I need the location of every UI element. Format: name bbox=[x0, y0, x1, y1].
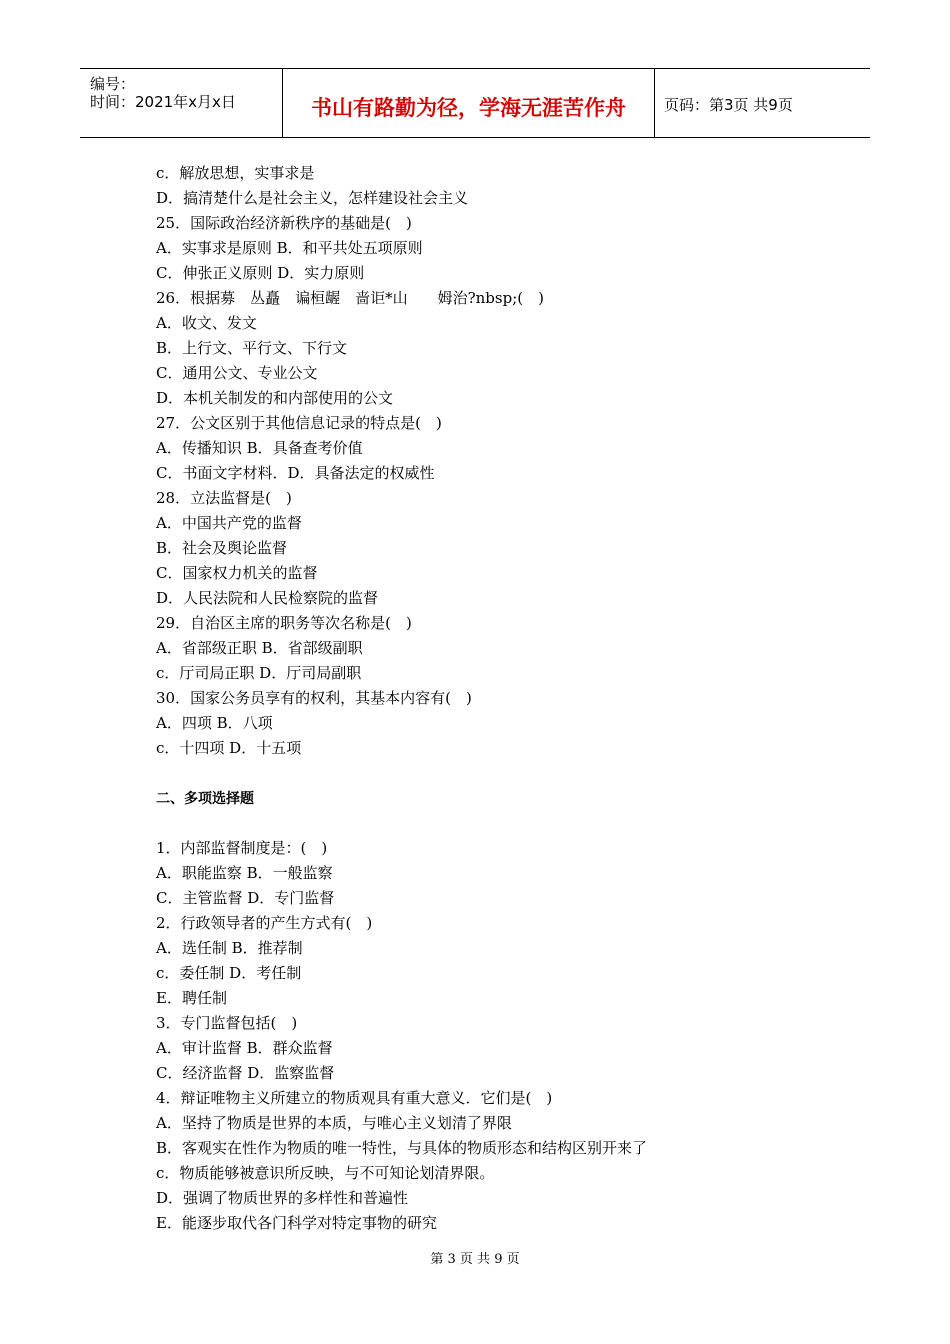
text-line: C．通用公文、专业公文 bbox=[156, 364, 318, 382]
text-line: 1．内部监督制度是：( ) bbox=[156, 839, 328, 857]
text-line: A．选任制 B．推荐制 bbox=[156, 939, 303, 957]
text-line: 2．行政领导者的产生方式有( ) bbox=[156, 914, 373, 932]
text-line: A．审计监督 B．群众监督 bbox=[156, 1039, 333, 1057]
text-line: 25．国际政治经济新秩序的基础是( ) bbox=[156, 214, 412, 232]
text-line: c．物质能够被意识所反映，与不可知论划清界限。 bbox=[156, 1164, 495, 1182]
text-line: D．强调了物质世界的多样性和普遍性 bbox=[156, 1189, 409, 1207]
text-line: A．中国共产党的监督 bbox=[156, 514, 302, 532]
header-page-cell bbox=[655, 69, 870, 137]
text-line: D．人民法院和人民检察院的监督 bbox=[156, 589, 379, 607]
header-page-info: 页码：第3页 共9页 bbox=[664, 96, 793, 114]
text-line: 29．自治区主席的职务等次名称是( ) bbox=[156, 614, 412, 632]
text-line: c．委任制 D．考任制 bbox=[156, 964, 302, 982]
text-line: 27．公文区别于其他信息记录的特点是( ) bbox=[156, 414, 442, 432]
text-line: A．坚持了物质是世界的本质，与唯心主义划清了界限 bbox=[156, 1114, 512, 1132]
text-line: c．解放思想，实事求是 bbox=[156, 164, 315, 182]
text-line: D．本机关制发的和内部使用的公文 bbox=[156, 389, 394, 407]
text-line: B．上行文、平行文、下行文 bbox=[156, 339, 348, 357]
page-header bbox=[80, 68, 870, 138]
text-line: 30．国家公务员享有的权利，其基本内容有( ) bbox=[156, 689, 472, 707]
text-line: c．厅司局正职 D．厅司局副职 bbox=[156, 664, 362, 682]
text-line: c．十四项 D．十五项 bbox=[156, 739, 302, 757]
text-line: C．国家权力机关的监督 bbox=[156, 564, 318, 582]
text-line: D．搞清楚什么是社会主义，怎样建设社会主义 bbox=[156, 189, 469, 207]
text-line: 28．立法监督是( ) bbox=[156, 489, 292, 507]
text-line: A．收文、发文 bbox=[156, 314, 257, 332]
header-meta-cell bbox=[80, 69, 283, 137]
text-line: A．职能监察 B．一般监察 bbox=[156, 864, 333, 882]
page-footer: 第 3 页 共 9 页 bbox=[430, 1252, 520, 1267]
text-line: C．书面文字材料．D．具备法定的权威性 bbox=[156, 464, 435, 482]
document-number-label: 编号： bbox=[90, 75, 136, 93]
text-line: B．客观实在性作为物质的唯一特性，与具体的物质形态和结构区别开来了 bbox=[156, 1139, 648, 1157]
text-line: 4．辩证唯物主义所建立的物质观具有重大意义．它们是( ) bbox=[156, 1089, 553, 1107]
text-line: A．实事求是原则 B．和平共处五项原则 bbox=[156, 239, 423, 257]
text-line: C．经济监督 D．监察监督 bbox=[156, 1064, 335, 1082]
text-line: E．聘任制 bbox=[156, 989, 227, 1007]
header-motto: 书山有路勤为径，学海无涯苦作舟 bbox=[311, 96, 626, 120]
text-line: 3．专门监督包括( ) bbox=[156, 1014, 298, 1032]
text-line: C．主管监督 D．专门监督 bbox=[156, 889, 335, 907]
text-line: B．社会及舆论监督 bbox=[156, 539, 288, 557]
header-motto-cell bbox=[283, 69, 655, 137]
text-line: A．四项 B．八项 bbox=[156, 714, 273, 732]
section-title: 二、多项选择题 bbox=[156, 791, 254, 807]
document-time-label: 时间：2021年x月x日 bbox=[90, 93, 236, 111]
text-line: A．省部级正职 B．省部级副职 bbox=[156, 639, 363, 657]
text-line: C．伸张正义原则 D．实力原则 bbox=[156, 264, 365, 282]
text-line: A．传播知识 B．具备查考价值 bbox=[156, 439, 363, 457]
text-line: 26．根据募 丛矗 谝桓龌 啬讵*山 姆治?nbsp;( ) bbox=[156, 289, 544, 307]
text-line: E．能逐步取代各门科学对特定事物的研究 bbox=[156, 1214, 437, 1232]
